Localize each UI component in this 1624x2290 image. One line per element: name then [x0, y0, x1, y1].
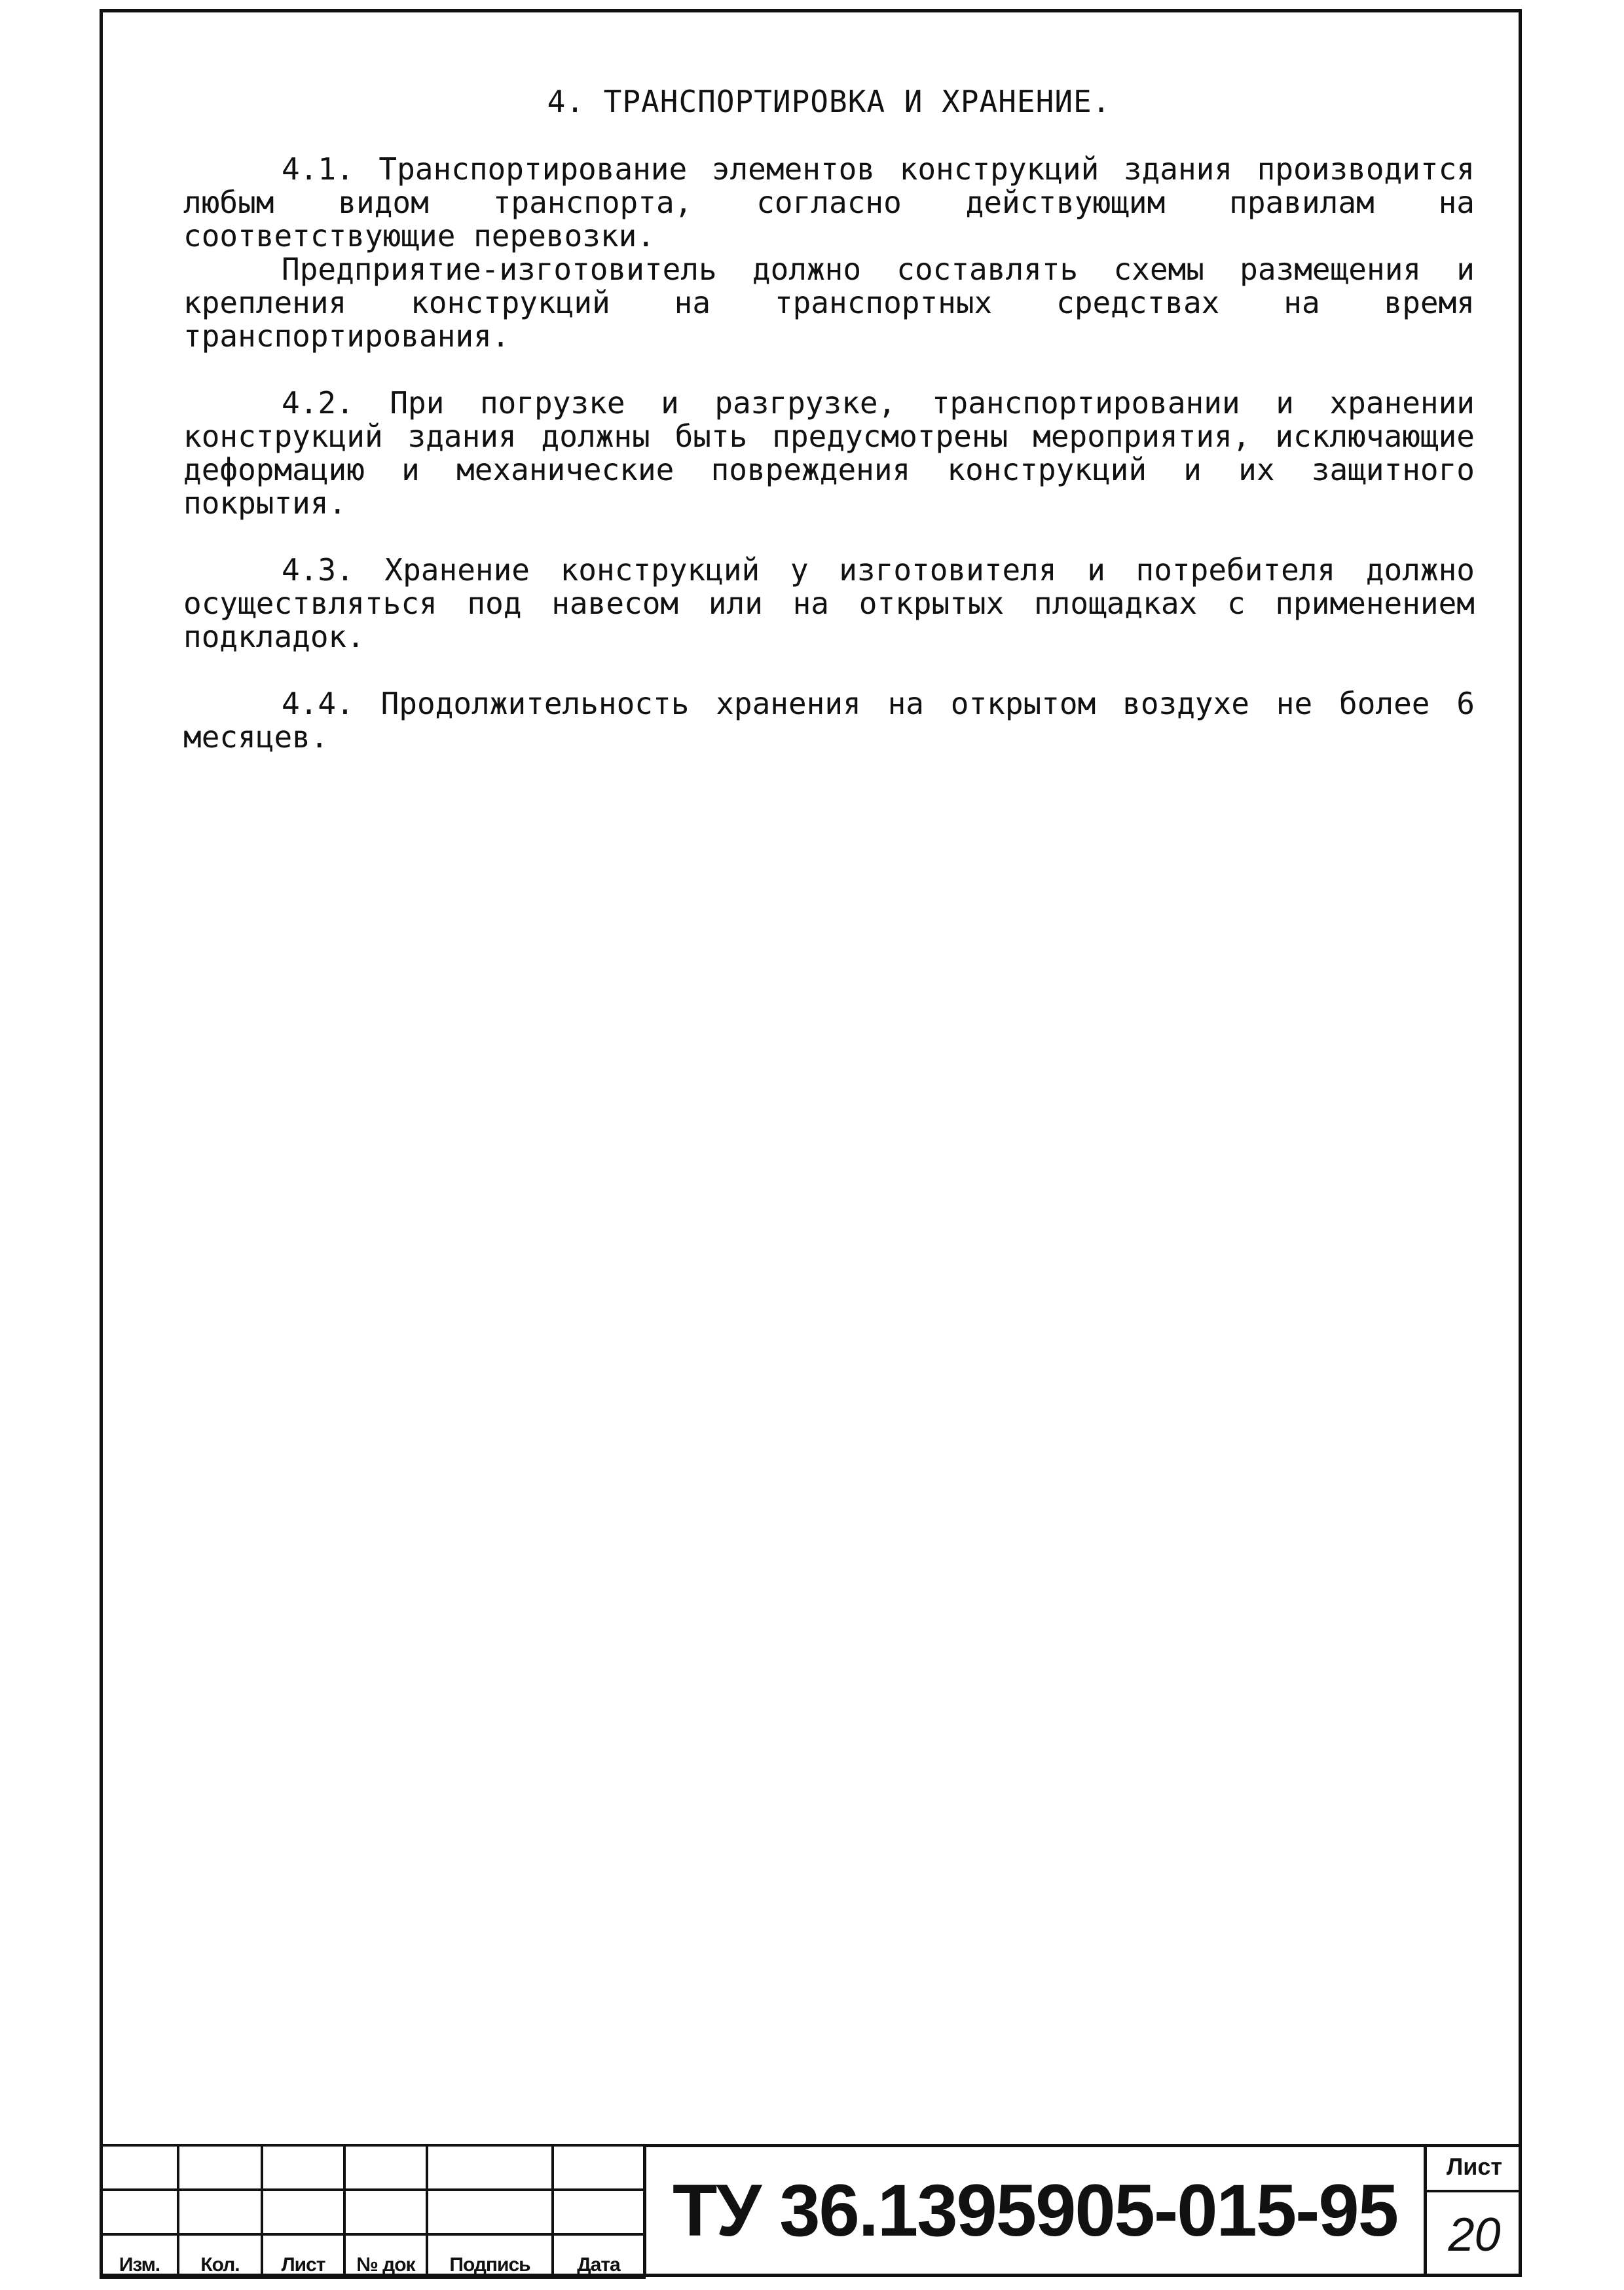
section-title: 4. ТРАНСПОРТИРОВКА И ХРАНЕНИЕ.: [547, 84, 1111, 119]
document-body: [183, 77, 1475, 787]
column-label-signature: Подпись: [427, 2234, 553, 2278]
column-label-doc-number: № док: [344, 2234, 427, 2278]
paragraph-4-2: 4.2. При погрузке и разгрузке, транспортировании и хранении конструкций здания должны быть предусмотрены мероприятия, исключающие деформацию и механические повреждения конструкций и их защитного покрытия.: [183, 385, 1475, 521]
column-label-change: Изм.: [101, 2234, 178, 2278]
paragraph-4-1-continued: Предприятие-изготовитель должно составлять схемы размещения и крепления конструкций на транспортных средствах на время транспортирования.: [183, 252, 1475, 354]
revision-table: [100, 2144, 646, 2279]
revision-header-row: [101, 2234, 644, 2278]
title-block: [100, 2144, 1522, 2277]
column-label-date: Дата: [553, 2234, 644, 2278]
sheet-number: 20: [1448, 2208, 1501, 2261]
sheet-label: Лист: [1427, 2144, 1522, 2192]
revision-row: [101, 2190, 644, 2234]
paragraph-4-3: 4.3. Хранение конструкций у изготовителя и потребителя должно осуществляться под навесом или на открытых площадках с применением подкладок.: [183, 552, 1475, 654]
revision-row: [101, 2145, 644, 2190]
column-label-quantity: Кол.: [178, 2234, 262, 2278]
column-label-sheet: Лист: [262, 2234, 344, 2278]
document-code: ТУ 36.1395905-015-95: [643, 2144, 1515, 2277]
paragraph-4-4: 4.4. Продолжительность хранения на открытом воздухе не более 6 месяцев.: [183, 686, 1475, 755]
sheet-box: [1424, 2144, 1522, 2277]
paragraph-4-1: 4.1. Транспортирование элементов конструкций здания производится любым видом транспорта, согласно действующим правилам на соответствующие перевозки.: [183, 151, 1475, 253]
